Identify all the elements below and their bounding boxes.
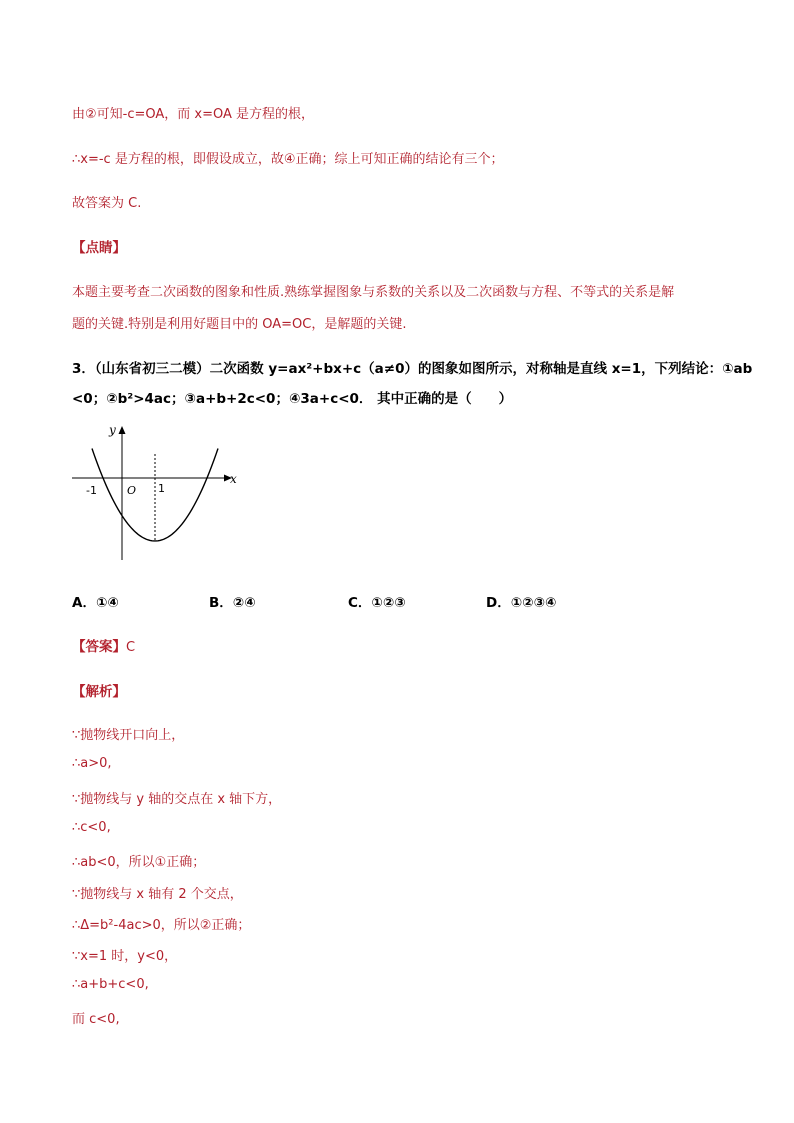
option-a[interactable]: A．①④	[72, 595, 119, 611]
analysis-line-2: ∴a>0,	[72, 756, 112, 771]
analysis-line-1: ∵抛物线开口向上，	[72, 728, 185, 743]
analysis-line-4: ∴c<0,	[72, 820, 111, 835]
solution-line-2: ∴x=-c 是方程的根，即假设成立，故④正确；综上可知正确的结论有三个；	[72, 152, 504, 167]
dianjing-heading: 【点睛】	[72, 240, 126, 256]
dianjing-line-1: 本题主要考查二次函数的图象和性质.熟练掌握图象与系数的关系以及二次函数与方程、不等式的关系是解	[72, 285, 675, 300]
analysis-line-7: ∴Δ=b²-4ac>0，所以②正确；	[72, 918, 251, 933]
parabola-graph	[66, 420, 246, 565]
question-line-1: 3．（山东省初三二模）二次函数 y=ax²+bx+c（a≠0）的图象如图所示，对称轴是直线 x=1，下列结论：①ab	[72, 361, 753, 377]
origin-label: O	[127, 484, 137, 497]
tick-label-1: 1	[158, 482, 165, 495]
analysis-line-9: ∴a+b+c<0,	[72, 977, 149, 992]
solution-line-1: 由②可知-c=OA，而 x=OA 是方程的根，	[72, 107, 315, 122]
question-line-2: <0；②b²>4ac；③a+b+2c<0；④3a+c<0． 其中正确的是（ ）	[72, 391, 513, 407]
analysis-line-5: ∴ab<0，所以①正确；	[72, 855, 206, 870]
y-axis-arrow	[119, 426, 126, 434]
y-axis-label: y	[109, 423, 116, 437]
analysis-line-8: ∵x=1 时，y<0，	[72, 949, 178, 964]
option-b[interactable]: B．②④	[209, 595, 256, 611]
analysis-heading: 【解析】	[72, 684, 126, 700]
option-c[interactable]: C．①②③	[348, 595, 406, 611]
analysis-line-3: ∵抛物线与 y 轴的交点在 x 轴下方，	[72, 792, 282, 807]
answer-value: C	[126, 640, 136, 655]
tick-label-neg1: -1	[86, 484, 97, 497]
x-axis-label: x	[230, 472, 237, 486]
dianjing-line-2: 题的关键.特别是利用好题目中的 OA=OC，是解题的关键.	[72, 317, 407, 332]
answer-heading: 【答案】	[72, 639, 126, 655]
option-d[interactable]: D．①②③④	[486, 595, 557, 611]
analysis-line-6: ∵抛物线与 x 轴有 2 个交点，	[72, 887, 243, 902]
answer-row	[72, 635, 135, 655]
solution-line-3: 故答案为 C.	[72, 196, 142, 211]
analysis-line-10: 而 c<0,	[72, 1012, 120, 1027]
